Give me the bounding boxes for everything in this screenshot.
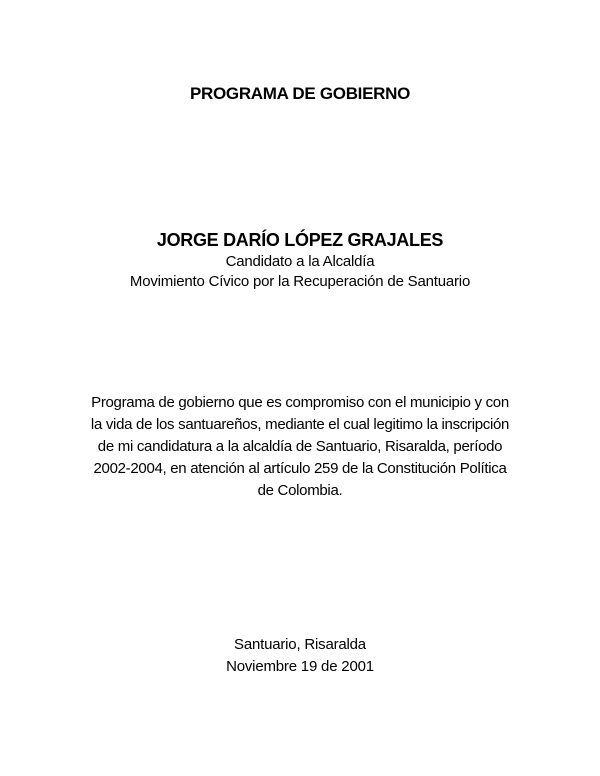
program-statement: Programa de gobierno que es compromiso con el municipio y con la vida de los santuareños, mediante el cual legitimo la inscripción de mi candidatura a la alcaldía de Santuario, Risaralda, período 2002-2004, en atención al artículo 259 de la Constitución Política de Colombia. <box>90 394 510 499</box>
candidate-block <box>0 228 600 292</box>
candidate-movement: Movimiento Cívico por la Recuperación de Santuario <box>129 273 471 290</box>
place-date-block <box>0 634 600 678</box>
date-text: Noviembre 19 de 2001 <box>226 658 374 675</box>
candidate-name: JORGE DARÍO LÓPEZ GRAJALES <box>156 230 444 250</box>
candidate-role: Candidato a la Alcaldía <box>225 253 375 270</box>
page-title: PROGRAMA DE GOBIERNO <box>189 84 411 103</box>
place-text: Santuario, Risaralda <box>234 636 366 653</box>
